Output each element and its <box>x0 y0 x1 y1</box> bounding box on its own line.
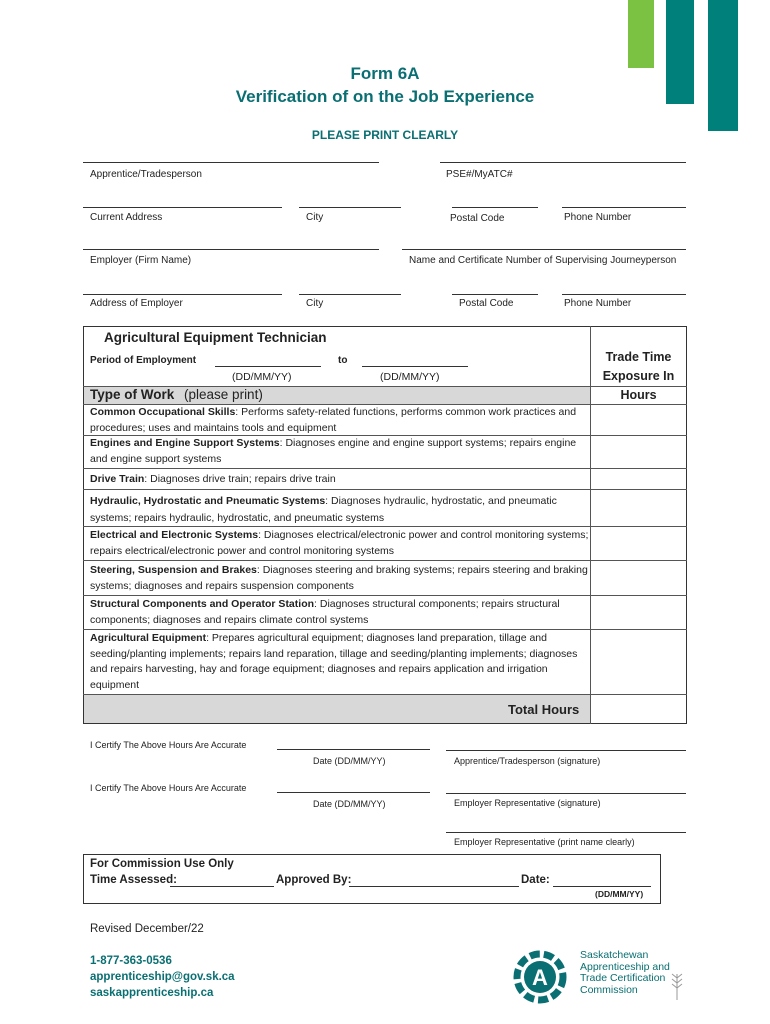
contact-phone: 1-877-363-0536 <box>90 955 172 967</box>
current-address-line[interactable] <box>83 207 282 208</box>
divider <box>83 468 687 469</box>
task-row <box>90 631 590 693</box>
date1-line[interactable] <box>277 749 430 750</box>
date2-label: Date (DD/MM/YY) <box>313 799 386 809</box>
divider <box>83 489 687 490</box>
employer-signature-label: Employer Representative (signature) <box>454 798 601 808</box>
contact-website[interactable]: saskapprenticeship.ca <box>90 987 214 999</box>
time-assessed-line[interactable] <box>170 886 274 887</box>
task-desc: : Diagnoses drive train; repairs drive train <box>144 473 336 485</box>
org-line-4: Commission <box>580 983 638 996</box>
task-desc: : Performs safety-related functions, performs common work practices and procedures; uses and maintains tools and equipment <box>90 406 577 434</box>
employer-signature-line[interactable] <box>446 793 686 794</box>
type-of-work-label: Type of Work <box>90 387 175 402</box>
task-desc: : Diagnoses engine and engine support systems; repairs engine and engine support systems <box>90 437 577 465</box>
apprentice-label: Apprentice/Tradesperson <box>90 169 202 180</box>
task-title: Hydraulic, Hydrostatic and Pneumatic Systems <box>90 495 326 507</box>
trade-time-line2: Exposure In <box>602 369 675 383</box>
task-title: Engines and Engine Support Systems <box>90 437 280 449</box>
date2-line[interactable] <box>277 792 430 793</box>
org-line-1: Saskatchewan <box>580 949 649 961</box>
phone1-line[interactable] <box>562 207 686 208</box>
total-hours-label: Total Hours <box>508 702 580 717</box>
city2-label: City <box>306 298 324 309</box>
task-desc: : Prepares agricultural equipment; diagnoses land preparation, tillage and seeding/planting implements; repairs land reparation, tillage and seeding/planting implements; diagnoses and repairs harvesting, hay and forage equipment; diagnoses and repairs application and irrigation equipment <box>90 632 578 691</box>
certify-statement-1: I Certify The Above Hours Are Accurate <box>90 740 247 750</box>
task-row <box>90 405 590 436</box>
postal2-line[interactable] <box>452 294 538 295</box>
commission-date-label: Date: <box>521 874 550 886</box>
divider <box>83 560 687 561</box>
apprentice-signature-line[interactable] <box>446 750 686 751</box>
employer-label: Employer (Firm Name) <box>90 255 192 266</box>
pse-label: PSE#/MyATC# <box>446 169 513 180</box>
commission-heading: For Commission Use Only <box>90 858 234 870</box>
task-row <box>90 563 590 594</box>
task-row <box>90 472 590 488</box>
satcc-logo <box>510 950 686 1004</box>
task-title: Drive Train <box>90 473 145 485</box>
form-title: Verification of on the Job Experience <box>235 87 535 106</box>
period-end-line[interactable] <box>362 366 468 367</box>
divider <box>83 386 687 387</box>
wheat-icon <box>670 970 684 1000</box>
type-of-work-heading <box>90 387 263 402</box>
org-name <box>580 950 670 996</box>
date1-label: Date (DD/MM/YY) <box>313 756 386 766</box>
phone2-line[interactable] <box>562 294 686 295</box>
task-desc: : Diagnoses electrical/electronic power and control monitoring systems; repairs electrical/electronic power and control monitoring systems <box>90 529 589 557</box>
task-row <box>90 528 590 559</box>
task-row <box>90 436 590 467</box>
form-number: Form 6A <box>350 64 420 83</box>
task-title: Steering, Suspension and Brakes <box>90 564 257 576</box>
please-print-label: (please print) <box>184 387 263 402</box>
divider <box>83 694 687 695</box>
apprentice-signature-label: Apprentice/Tradesperson (signature) <box>454 756 601 766</box>
task-desc: : Diagnoses hydraulic, hydrostatic, and pneumatic systems; repairs hydraulic, hydrostatic, and pneumatic systems <box>90 495 557 524</box>
org-line-3: Trade Certification <box>580 972 666 984</box>
period-end-format: (DD/MM/YY) <box>380 371 440 383</box>
contact-email[interactable]: apprenticeship@gov.sk.ca <box>90 971 235 983</box>
postal2-label: Postal Code <box>459 298 514 309</box>
city1-label: City <box>306 212 324 223</box>
logo-letter: A <box>532 965 548 990</box>
task-title: Electrical and Electronic Systems <box>90 529 259 541</box>
task-title: Structural Components and Operator Station <box>90 598 315 610</box>
divider <box>83 595 687 596</box>
task-desc: : Diagnoses structural components; repairs structural components; diagnoses and repairs climate control systems <box>90 598 560 626</box>
trade-time-line3: Hours <box>620 388 657 402</box>
task-title: Common Occupational Skills <box>90 406 236 418</box>
phone1-label: Phone Number <box>564 212 632 223</box>
approved-by-label: Approved By: <box>276 874 352 886</box>
task-row <box>90 597 590 628</box>
phone2-label: Phone Number <box>564 298 632 309</box>
time-assessed-label: Time Assessed: <box>90 874 177 886</box>
commission-date-line[interactable] <box>553 886 651 887</box>
employer-line[interactable] <box>83 249 379 250</box>
employer-address-label: Address of Employer <box>90 298 183 309</box>
period-start-line[interactable] <box>215 366 321 367</box>
postal1-line[interactable] <box>452 207 538 208</box>
city2-line[interactable] <box>299 294 401 295</box>
org-line-2: Apprenticeship and <box>580 960 670 973</box>
task-row <box>90 493 590 527</box>
period-label: Period of Employment <box>90 355 197 366</box>
employer-print-name-line[interactable] <box>446 832 686 833</box>
trade-time-header <box>591 348 686 405</box>
employer-address-line[interactable] <box>83 294 282 295</box>
supervisor-label: Name and Certificate Number of Supervising Journeyperson <box>409 255 677 266</box>
commission-date-format: (DD/MM/YY) <box>595 889 644 899</box>
task-desc: : Diagnoses steering and braking systems; repairs steering and braking systems; diagnoses and repairs suspension components <box>90 564 588 592</box>
supervisor-line[interactable] <box>402 249 686 250</box>
divider <box>83 629 687 630</box>
period-start-format: (DD/MM/YY) <box>232 371 292 383</box>
approved-by-line[interactable] <box>349 886 519 887</box>
apprentice-line[interactable] <box>83 162 379 163</box>
trade-time-line1: Trade Time <box>605 350 672 364</box>
brand-bar-green <box>628 0 654 68</box>
current-address-label: Current Address <box>90 212 163 223</box>
certify-statement-2: I Certify The Above Hours Are Accurate <box>90 783 247 793</box>
city1-line[interactable] <box>299 207 401 208</box>
postal1-label: Postal Code <box>450 213 505 224</box>
trade-name: Agricultural Equipment Technician <box>104 330 327 345</box>
task-title: Agricultural Equipment <box>90 632 207 644</box>
pse-line[interactable] <box>440 162 686 163</box>
logo-emblem-icon <box>510 950 572 1004</box>
period-to: to <box>338 355 348 366</box>
print-note: PLEASE PRINT CLEARLY <box>311 128 459 142</box>
employer-print-name-label: Employer Representative (print name clearly) <box>454 837 635 847</box>
revised-date: Revised December/22 <box>90 923 204 935</box>
